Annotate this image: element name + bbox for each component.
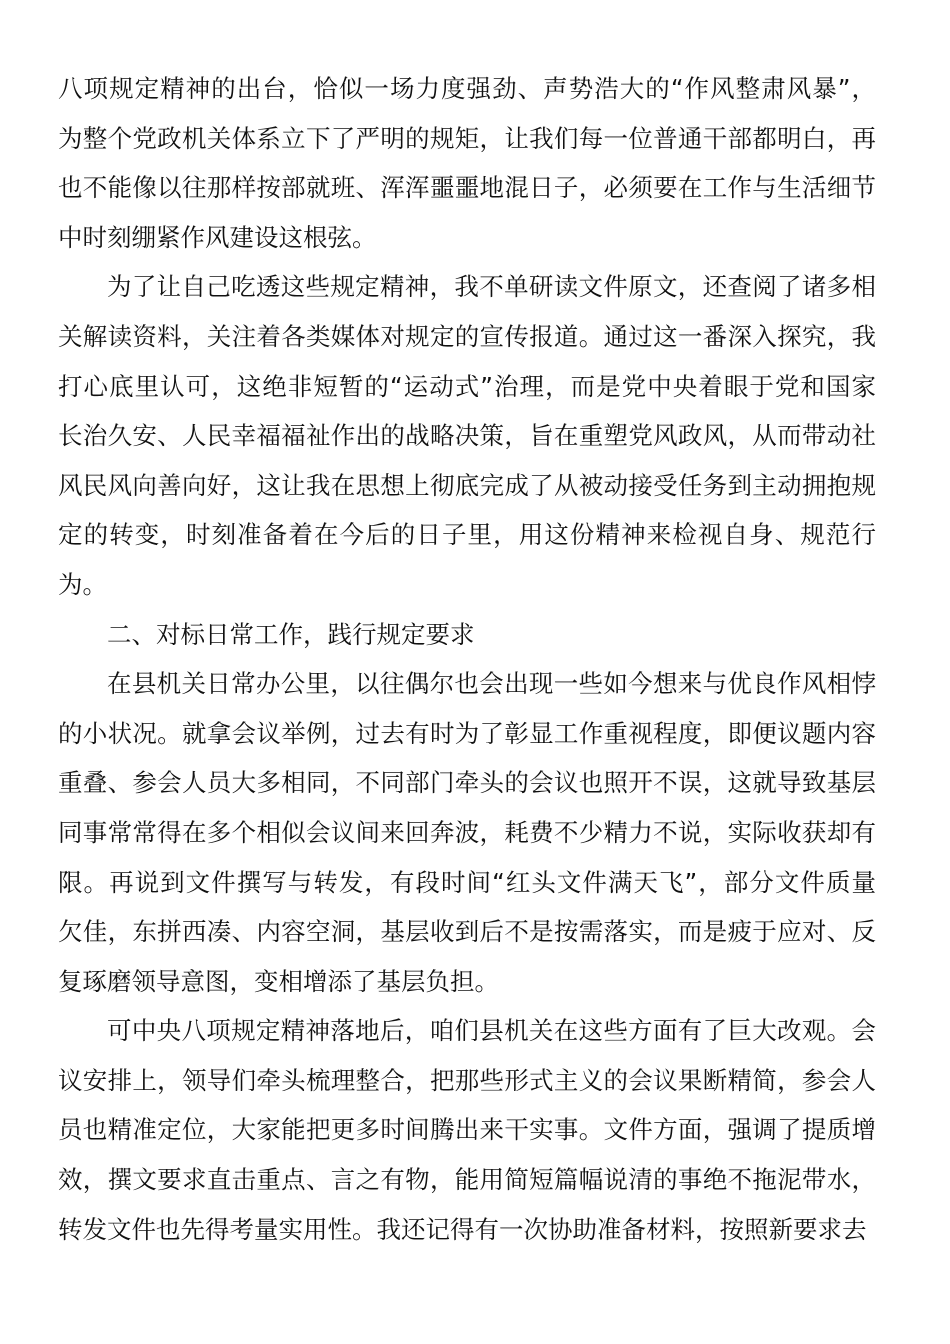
- paragraph: [58, 262, 876, 609]
- text-line: 风民风向善向好，这让我在思想上彻底完成了从被动接受任务到主动拥抱规: [58, 470, 876, 500]
- heading-text: 二、对标日常工作，践行规定要求: [107, 619, 475, 649]
- text-line: 定的转变，时刻准备着在今后的日子里，用这份精神来检视自身、规范行: [58, 520, 876, 550]
- text-line: 限。再说到文件撰写与转发，有段时间“红头文件满天飞”，部分文件质量: [58, 867, 876, 897]
- text-line: 为整个党政机关体系立下了严明的规矩，让我们每一位普通干部都明白，再: [58, 123, 876, 153]
- text-line: 转发文件也先得考量实用性。我还记得有一次协助准备材料，按照新要求去: [58, 1214, 867, 1244]
- text-line: 八项规定精神的出台，恰似一场力度强劲、声势浩大的“作风整肃风暴”，: [58, 74, 876, 103]
- text-line: 重叠、参会人员大多相同，不同部门牵头的会议也照开不误，这就导致基层: [58, 768, 876, 798]
- text-line: 效，撰文要求直击重点、言之有物，能用简短篇幅说清的事绝不拖泥带水，: [58, 1165, 876, 1195]
- text-line: 长治久安、人民幸福福祉作出的战略决策，旨在重塑党风政风，从而带动社: [58, 421, 876, 451]
- text-line: 欠佳，东拼西凑、内容空洞，基层收到后不是按需落实，而是疲于应对、反: [58, 917, 876, 947]
- section-heading: [58, 610, 876, 660]
- text-line: 复琢磨领导意图，变相增添了基层负担。: [58, 966, 499, 996]
- text-line: 为。: [58, 569, 107, 599]
- text-line: 为了让自己吃透这些规定精神，我不单研读文件原文，还查阅了诸多相: [107, 272, 876, 302]
- document-body: [58, 64, 876, 1254]
- paragraph: [58, 1006, 876, 1254]
- text-line: 的小状况。就拿会议举例，过去有时为了彰显工作重视程度，即便议题内容: [58, 718, 876, 748]
- text-line: 中时刻绷紧作风建设这根弦。: [58, 222, 377, 252]
- text-line: 可中央八项规定精神落地后，咱们县机关在这些方面有了巨大改观。会: [107, 1016, 876, 1046]
- paragraph: [58, 659, 876, 1006]
- text-line: 议安排上，领导们牵头梳理整合，把那些形式主义的会议果断精简，参会人: [58, 1065, 876, 1095]
- text-line: 关解读资料，关注着各类媒体对规定的宣传报道。通过这一番深入探究，我: [58, 321, 876, 351]
- paragraph: [58, 64, 876, 262]
- text-line: 打心底里认可，这绝非短暂的“运动式”治理，而是党中央着眼于党和国家: [58, 371, 876, 401]
- text-line: 同事常常得在多个相似会议间来回奔波，耗费不少精力不说，实际收获却有: [58, 817, 876, 847]
- text-line: 也不能像以往那样按部就班、浑浑噩噩地混日子，必须要在工作与生活细节: [58, 173, 876, 203]
- text-line: 员也精准定位，大家能把更多时间腾出来干实事。文件方面，强调了提质增: [58, 1115, 876, 1145]
- text-line: 在县机关日常办公里，以往偶尔也会出现一些如今想来与优良作风相悖: [107, 669, 876, 699]
